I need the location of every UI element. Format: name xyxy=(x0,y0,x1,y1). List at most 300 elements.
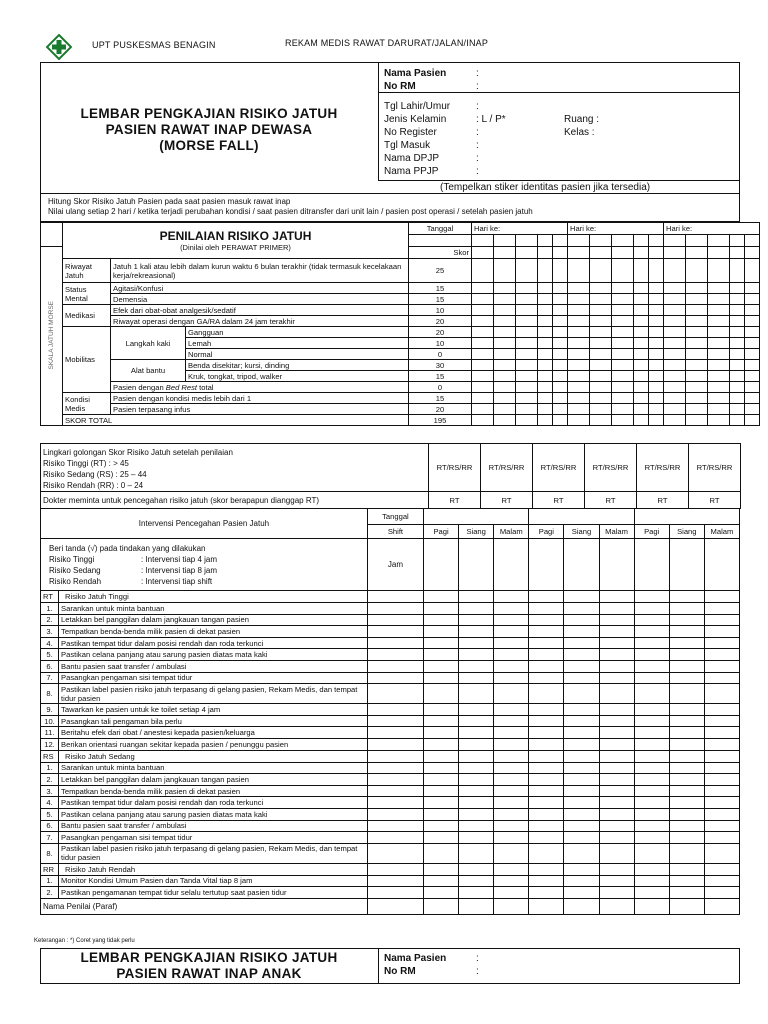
check-cell[interactable] xyxy=(564,762,599,774)
check-cell[interactable] xyxy=(459,875,494,887)
check-cell[interactable] xyxy=(367,684,423,704)
check-cell[interactable] xyxy=(704,637,739,649)
check-cell[interactable] xyxy=(564,727,599,739)
check-cell[interactable] xyxy=(599,715,634,727)
check-cell[interactable] xyxy=(459,750,494,762)
check-cell[interactable] xyxy=(529,762,564,774)
check-cell[interactable] xyxy=(424,843,459,863)
check-cell[interactable] xyxy=(564,715,599,727)
table-row xyxy=(41,727,740,739)
check-cell[interactable] xyxy=(494,637,529,649)
check-cell[interactable] xyxy=(424,704,459,716)
signature-cell[interactable] xyxy=(459,898,494,914)
check-cell[interactable] xyxy=(367,820,423,832)
check-cell[interactable] xyxy=(459,843,494,863)
check-cell[interactable] xyxy=(564,797,599,809)
group-code: RR xyxy=(41,863,59,875)
check-cell[interactable] xyxy=(494,762,529,774)
check-cell[interactable] xyxy=(564,660,599,672)
check-cell[interactable] xyxy=(704,832,739,844)
check-cell[interactable] xyxy=(529,626,564,638)
group-code: RS xyxy=(41,750,59,762)
check-cell[interactable] xyxy=(669,875,704,887)
check-cell[interactable] xyxy=(529,887,564,899)
check-cell[interactable] xyxy=(564,672,599,684)
check-cell[interactable] xyxy=(599,797,634,809)
check-cell[interactable] xyxy=(459,785,494,797)
check-cell[interactable] xyxy=(494,727,529,739)
check-cell[interactable] xyxy=(367,774,423,786)
check-cell[interactable] xyxy=(494,626,529,638)
check-cell[interactable] xyxy=(564,863,599,875)
check-cell[interactable] xyxy=(599,591,634,603)
intervention-item: Letakkan bel panggilan dalam jangkauan tangan pasien xyxy=(59,774,368,786)
check-cell[interactable] xyxy=(459,591,494,603)
check-cell[interactable] xyxy=(459,660,494,672)
check-cell[interactable] xyxy=(634,832,669,844)
check-cell[interactable] xyxy=(494,660,529,672)
check-cell[interactable] xyxy=(424,820,459,832)
check-cell[interactable] xyxy=(424,603,459,615)
check-cell[interactable] xyxy=(424,863,459,875)
check-cell[interactable] xyxy=(564,637,599,649)
check-cell[interactable] xyxy=(599,843,634,863)
check-cell[interactable] xyxy=(669,603,704,615)
check-cell[interactable] xyxy=(704,591,739,603)
check-cell[interactable] xyxy=(367,832,423,844)
check-cell[interactable] xyxy=(704,843,739,863)
check-cell[interactable] xyxy=(599,660,634,672)
table-row xyxy=(41,832,740,844)
check-cell[interactable] xyxy=(564,774,599,786)
check-cell[interactable] xyxy=(599,626,634,638)
check-cell[interactable] xyxy=(459,715,494,727)
check-cell[interactable] xyxy=(459,684,494,704)
check-cell[interactable] xyxy=(704,785,739,797)
check-cell[interactable] xyxy=(459,797,494,809)
check-cell[interactable] xyxy=(669,750,704,762)
check-cell[interactable] xyxy=(669,832,704,844)
check-cell[interactable] xyxy=(704,704,739,716)
check-cell[interactable] xyxy=(634,626,669,638)
check-cell[interactable] xyxy=(529,684,564,704)
check-cell[interactable] xyxy=(599,808,634,820)
check-cell[interactable] xyxy=(634,715,669,727)
check-cell[interactable] xyxy=(424,785,459,797)
check-cell[interactable] xyxy=(669,762,704,774)
check-cell[interactable] xyxy=(704,672,739,684)
signature-cell[interactable] xyxy=(564,898,599,914)
check-cell[interactable] xyxy=(424,774,459,786)
check-cell[interactable] xyxy=(704,863,739,875)
check-cell[interactable] xyxy=(367,660,423,672)
check-cell[interactable] xyxy=(564,603,599,615)
row-number: 1. xyxy=(41,875,59,887)
label-kelas: Kelas : xyxy=(564,127,595,138)
check-cell[interactable] xyxy=(529,704,564,716)
check-cell[interactable] xyxy=(367,649,423,661)
check-cell[interactable] xyxy=(529,785,564,797)
signature-cell[interactable] xyxy=(424,898,459,914)
check-cell[interactable] xyxy=(424,750,459,762)
check-cell[interactable] xyxy=(599,820,634,832)
check-cell[interactable] xyxy=(367,750,423,762)
check-cell[interactable] xyxy=(669,715,704,727)
signature-cell[interactable] xyxy=(529,898,564,914)
check-cell[interactable] xyxy=(564,614,599,626)
check-cell[interactable] xyxy=(704,660,739,672)
check-cell[interactable] xyxy=(459,808,494,820)
check-cell[interactable] xyxy=(599,762,634,774)
check-cell[interactable] xyxy=(634,603,669,615)
check-cell[interactable] xyxy=(367,727,423,739)
signature-cell[interactable] xyxy=(634,898,669,914)
check-cell[interactable] xyxy=(494,684,529,704)
check-cell[interactable] xyxy=(424,738,459,750)
check-cell[interactable] xyxy=(459,738,494,750)
check-cell[interactable] xyxy=(599,603,634,615)
check-cell[interactable] xyxy=(704,808,739,820)
check-cell[interactable] xyxy=(634,820,669,832)
check-cell[interactable] xyxy=(424,887,459,899)
check-cell[interactable] xyxy=(367,875,423,887)
intervention-item: Beritahu efek dari obat / anestesi kepada pasien/keluarga xyxy=(59,727,368,739)
check-cell[interactable] xyxy=(529,808,564,820)
check-cell[interactable] xyxy=(367,637,423,649)
signature-cell[interactable] xyxy=(599,898,634,914)
check-cell[interactable] xyxy=(669,637,704,649)
check-cell[interactable] xyxy=(367,808,423,820)
check-cell[interactable] xyxy=(529,591,564,603)
check-cell[interactable] xyxy=(704,603,739,615)
check-cell[interactable] xyxy=(459,820,494,832)
check-cell[interactable] xyxy=(634,684,669,704)
check-cell[interactable] xyxy=(634,649,669,661)
check-cell[interactable] xyxy=(669,774,704,786)
check-cell[interactable] xyxy=(704,887,739,899)
check-cell[interactable] xyxy=(494,672,529,684)
check-cell[interactable] xyxy=(634,704,669,716)
row-number: 1. xyxy=(41,603,59,615)
check-cell[interactable] xyxy=(459,704,494,716)
check-cell[interactable] xyxy=(529,820,564,832)
intervention-item: Pastikan label pasien risiko jatuh terpasang di gelang pasien, Rekam Medis, dan tempat tidur pasien xyxy=(59,684,368,704)
check-cell[interactable] xyxy=(494,738,529,750)
check-cell[interactable] xyxy=(494,603,529,615)
check-cell[interactable] xyxy=(459,832,494,844)
check-cell[interactable] xyxy=(634,637,669,649)
check-cell[interactable] xyxy=(494,863,529,875)
check-cell[interactable] xyxy=(424,672,459,684)
check-cell[interactable] xyxy=(494,875,529,887)
check-cell[interactable] xyxy=(564,591,599,603)
check-cell[interactable] xyxy=(424,875,459,887)
check-cell[interactable] xyxy=(669,808,704,820)
check-cell[interactable] xyxy=(494,614,529,626)
check-cell[interactable] xyxy=(367,843,423,863)
check-cell[interactable] xyxy=(634,863,669,875)
table-row xyxy=(41,649,740,661)
table-row xyxy=(41,875,740,887)
check-cell[interactable] xyxy=(529,660,564,672)
check-cell[interactable] xyxy=(367,591,423,603)
check-cell[interactable] xyxy=(459,637,494,649)
divider xyxy=(378,92,740,93)
check-cell[interactable] xyxy=(494,785,529,797)
check-cell[interactable] xyxy=(669,672,704,684)
signature-cell[interactable] xyxy=(367,898,423,914)
check-cell[interactable] xyxy=(459,626,494,638)
check-cell[interactable] xyxy=(367,762,423,774)
signature-cell[interactable] xyxy=(669,898,704,914)
item-riwayat-jatuh: Jatuh 1 kali atau lebih dalam kurun waktu 6 bulan terakhir (tidak termasuk kecelakaan kerja/rekreasional) xyxy=(111,259,409,283)
check-cell[interactable] xyxy=(424,626,459,638)
check-cell[interactable] xyxy=(424,591,459,603)
check-cell[interactable] xyxy=(367,603,423,615)
check-cell[interactable] xyxy=(367,863,423,875)
org-name: UPT PUSKESMAS BENAGIN xyxy=(92,40,216,50)
check-cell[interactable] xyxy=(424,727,459,739)
check-cell[interactable] xyxy=(669,727,704,739)
check-cell[interactable] xyxy=(529,832,564,844)
check-cell[interactable] xyxy=(599,649,634,661)
check-cell[interactable] xyxy=(424,797,459,809)
check-cell[interactable] xyxy=(599,672,634,684)
table-row xyxy=(41,704,740,716)
rr-group-header xyxy=(41,863,740,875)
intervention-item: Pasangkan tali pengaman bila perlu xyxy=(59,715,368,727)
check-cell[interactable] xyxy=(494,750,529,762)
check-cell[interactable] xyxy=(704,738,739,750)
check-cell[interactable] xyxy=(529,614,564,626)
intervention-item: Bantu pasien saat transfer / ambulasi xyxy=(59,820,368,832)
penilai-label: Nama Penilai (Paraf) xyxy=(41,898,368,914)
check-cell[interactable] xyxy=(494,832,529,844)
check-cell[interactable] xyxy=(634,762,669,774)
check-cell[interactable] xyxy=(634,672,669,684)
check-cell[interactable] xyxy=(704,649,739,661)
intervention-item: Sarankan untuk minta bantuan xyxy=(59,762,368,774)
check-cell[interactable] xyxy=(367,704,423,716)
check-cell[interactable] xyxy=(634,785,669,797)
check-cell[interactable] xyxy=(424,684,459,704)
signature-cell[interactable] xyxy=(704,898,739,914)
check-cell[interactable] xyxy=(564,649,599,661)
check-cell[interactable] xyxy=(599,727,634,739)
check-cell[interactable] xyxy=(529,875,564,887)
intervention-item: Bantu pasien saat transfer / ambulasi xyxy=(59,660,368,672)
check-cell[interactable] xyxy=(704,750,739,762)
check-cell[interactable] xyxy=(669,820,704,832)
check-cell[interactable] xyxy=(367,626,423,638)
check-cell[interactable] xyxy=(529,843,564,863)
check-cell[interactable] xyxy=(564,785,599,797)
form2-title: LEMBAR PENGKAJIAN RISIKO JATUH PASIEN RAWAT INAP ANAK xyxy=(80,950,338,981)
check-cell[interactable] xyxy=(494,887,529,899)
check-cell[interactable] xyxy=(494,797,529,809)
check-cell[interactable] xyxy=(669,614,704,626)
intervention-item: Pasangkan pengaman sisi tempat tidur xyxy=(59,832,368,844)
check-cell[interactable] xyxy=(459,614,494,626)
check-cell[interactable] xyxy=(459,649,494,661)
check-cell[interactable] xyxy=(669,591,704,603)
intervention-item: Monitor Kondisi Umum Pasien dan Tanda Vital tiap 8 jam xyxy=(59,875,368,887)
instructions: Hitung Skor Risiko Jatuh Pasien pada saat pasien masuk rawat inap Nilai ulang setiap 2 hari / ketika terjadi perubahan kondisi / saat pasien ditransfer dari unit lain / pasien post operasi / setelah pasien jatuh xyxy=(48,197,533,216)
check-cell[interactable] xyxy=(367,887,423,899)
check-cell[interactable] xyxy=(529,863,564,875)
row-number: 2. xyxy=(41,774,59,786)
check-cell[interactable] xyxy=(634,750,669,762)
check-cell[interactable] xyxy=(494,774,529,786)
check-cell[interactable] xyxy=(669,684,704,704)
check-cell[interactable] xyxy=(494,591,529,603)
check-cell[interactable] xyxy=(494,808,529,820)
check-cell[interactable] xyxy=(564,738,599,750)
check-cell[interactable] xyxy=(564,843,599,863)
check-cell[interactable] xyxy=(634,614,669,626)
check-cell[interactable] xyxy=(564,626,599,638)
check-cell[interactable] xyxy=(459,672,494,684)
check-cell[interactable] xyxy=(599,875,634,887)
check-cell[interactable] xyxy=(599,785,634,797)
check-cell[interactable] xyxy=(599,750,634,762)
check-cell[interactable] xyxy=(599,614,634,626)
check-cell[interactable] xyxy=(459,887,494,899)
check-cell[interactable] xyxy=(704,727,739,739)
check-cell[interactable] xyxy=(424,637,459,649)
check-cell[interactable] xyxy=(459,727,494,739)
check-cell[interactable] xyxy=(599,637,634,649)
check-cell[interactable] xyxy=(704,875,739,887)
check-cell[interactable] xyxy=(564,832,599,844)
check-cell[interactable] xyxy=(459,774,494,786)
check-cell[interactable] xyxy=(704,774,739,786)
check-cell[interactable] xyxy=(669,738,704,750)
check-cell[interactable] xyxy=(599,863,634,875)
check-cell[interactable] xyxy=(367,738,423,750)
row-number: 1. xyxy=(41,762,59,774)
check-cell[interactable] xyxy=(599,887,634,899)
classification-legend: Lingkari golongan Skor Risiko Jatuh setelah penilaian Risiko Tinggi (RT) : > 45 Risiko Sedang (RS) : 25 – 44 Risiko Rendah (RR) : 0 – 24 xyxy=(41,444,429,492)
check-cell[interactable] xyxy=(704,684,739,704)
check-cell[interactable] xyxy=(529,727,564,739)
check-cell[interactable] xyxy=(634,591,669,603)
check-cell[interactable] xyxy=(564,820,599,832)
check-cell[interactable] xyxy=(669,704,704,716)
check-cell[interactable] xyxy=(564,704,599,716)
signature-cell[interactable] xyxy=(494,898,529,914)
check-cell[interactable] xyxy=(669,785,704,797)
check-cell[interactable] xyxy=(459,863,494,875)
check-cell[interactable] xyxy=(494,649,529,661)
check-cell[interactable] xyxy=(424,808,459,820)
check-cell[interactable] xyxy=(704,820,739,832)
check-cell[interactable] xyxy=(564,887,599,899)
check-cell[interactable] xyxy=(424,649,459,661)
check-cell[interactable] xyxy=(669,843,704,863)
check-cell[interactable] xyxy=(669,660,704,672)
check-cell[interactable] xyxy=(669,649,704,661)
check-cell[interactable] xyxy=(634,774,669,786)
check-cell[interactable] xyxy=(634,887,669,899)
check-cell[interactable] xyxy=(424,715,459,727)
check-cell[interactable] xyxy=(669,626,704,638)
check-cell[interactable] xyxy=(367,785,423,797)
check-cell[interactable] xyxy=(704,715,739,727)
check-cell[interactable] xyxy=(459,762,494,774)
check-cell[interactable] xyxy=(634,797,669,809)
check-cell[interactable] xyxy=(564,750,599,762)
check-cell[interactable] xyxy=(634,808,669,820)
group-title: Risiko Jatuh Rendah xyxy=(59,863,368,875)
check-cell[interactable] xyxy=(494,843,529,863)
check-cell[interactable] xyxy=(599,738,634,750)
check-cell[interactable] xyxy=(494,715,529,727)
check-cell[interactable] xyxy=(634,875,669,887)
check-cell[interactable] xyxy=(367,672,423,684)
check-cell[interactable] xyxy=(634,843,669,863)
row-number: 12. xyxy=(41,738,59,750)
check-cell[interactable] xyxy=(669,863,704,875)
check-cell[interactable] xyxy=(529,649,564,661)
check-cell[interactable] xyxy=(529,715,564,727)
check-cell[interactable] xyxy=(424,614,459,626)
check-cell[interactable] xyxy=(704,762,739,774)
check-cell[interactable] xyxy=(599,832,634,844)
check-cell[interactable] xyxy=(634,727,669,739)
check-cell[interactable] xyxy=(669,887,704,899)
check-cell[interactable] xyxy=(459,603,494,615)
check-cell[interactable] xyxy=(634,738,669,750)
check-cell[interactable] xyxy=(529,738,564,750)
check-cell[interactable] xyxy=(669,797,704,809)
check-cell[interactable] xyxy=(529,603,564,615)
check-cell[interactable] xyxy=(494,820,529,832)
check-cell[interactable] xyxy=(529,797,564,809)
value-jenis-kelamin: : L / P* xyxy=(476,114,506,125)
check-cell[interactable] xyxy=(367,614,423,626)
check-cell[interactable] xyxy=(529,774,564,786)
skor-label: Skor xyxy=(409,247,472,259)
tanggal-label: Tanggal xyxy=(409,223,472,235)
form1-title: LEMBAR PENGKAJIAN RISIKO JATUH PASIEN RAWAT INAP DEWASA (MORSE FALL) xyxy=(80,106,338,153)
check-cell[interactable] xyxy=(599,684,634,704)
check-cell[interactable] xyxy=(424,660,459,672)
form2-label-no-rm: No RM xyxy=(384,966,416,977)
table-row xyxy=(41,715,740,727)
check-cell[interactable] xyxy=(634,660,669,672)
row-number: 5. xyxy=(41,649,59,661)
check-cell[interactable] xyxy=(564,808,599,820)
check-cell[interactable] xyxy=(564,875,599,887)
check-cell[interactable] xyxy=(704,626,739,638)
check-cell[interactable] xyxy=(599,704,634,716)
check-cell[interactable] xyxy=(704,614,739,626)
check-cell[interactable] xyxy=(599,774,634,786)
check-cell[interactable] xyxy=(704,797,739,809)
check-cell[interactable] xyxy=(529,750,564,762)
check-cell[interactable] xyxy=(564,684,599,704)
row-number: 9. xyxy=(41,704,59,716)
check-cell[interactable] xyxy=(367,715,423,727)
check-cell[interactable] xyxy=(367,797,423,809)
check-cell[interactable] xyxy=(424,762,459,774)
check-cell[interactable] xyxy=(529,672,564,684)
check-cell[interactable] xyxy=(494,704,529,716)
check-cell[interactable] xyxy=(424,832,459,844)
check-cell[interactable] xyxy=(529,637,564,649)
skor-total-value: 195 xyxy=(409,415,472,426)
